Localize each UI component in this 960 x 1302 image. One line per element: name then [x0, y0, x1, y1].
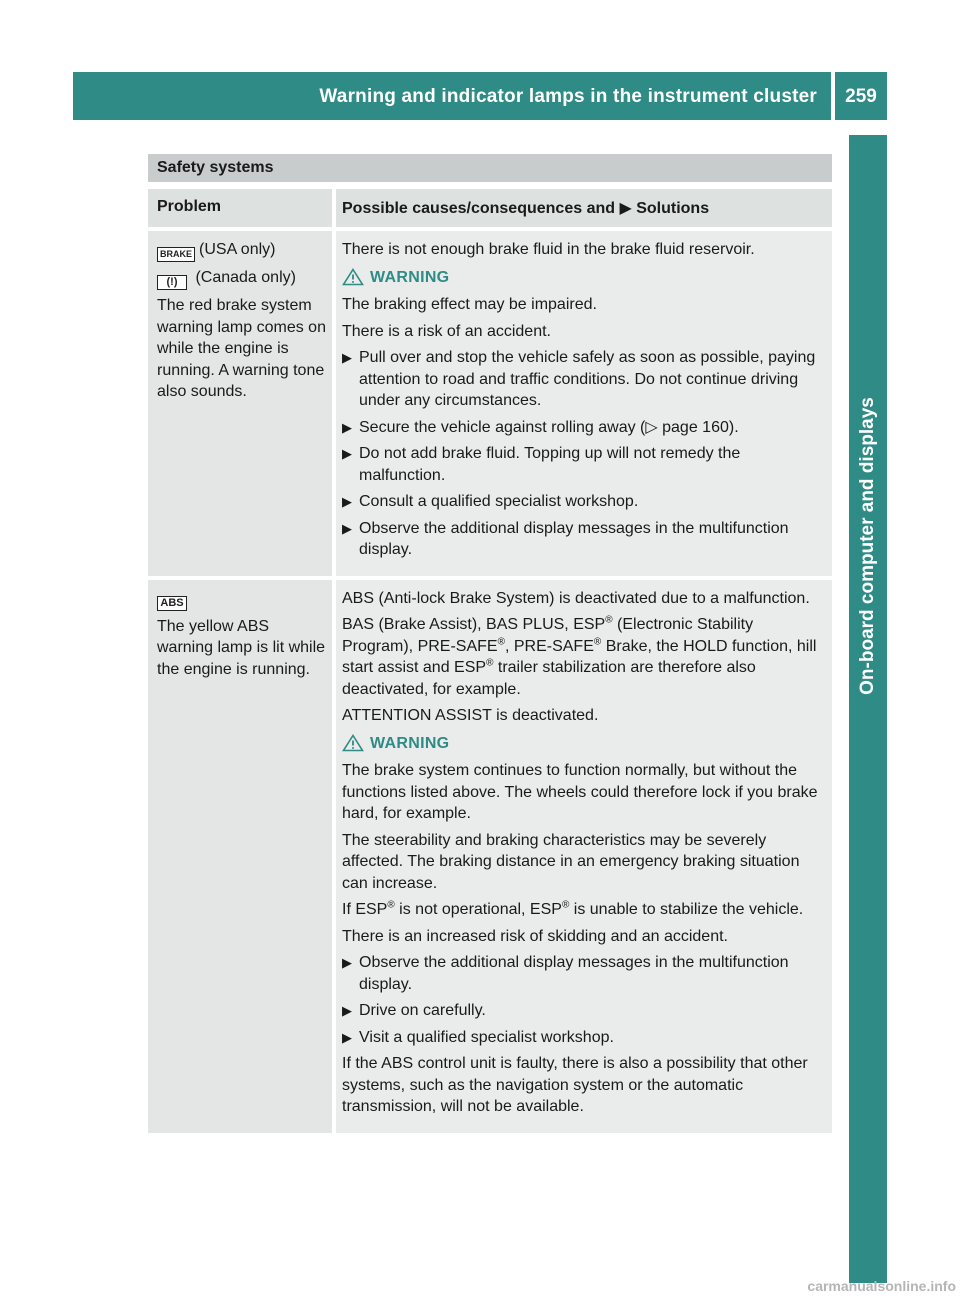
column-header-solutions: Possible causes/consequences and ▶ Solutions — [336, 189, 832, 227]
warning-heading: WARNING — [342, 733, 826, 755]
brake-lamp-icon: BRAKE — [157, 247, 195, 262]
step-arrow-icon: ▶ — [342, 520, 352, 536]
table-row — [148, 580, 832, 1133]
step-arrow-icon: ▶ — [342, 446, 352, 461]
step-arrow-icon: ▶ — [342, 350, 352, 365]
table-row — [148, 231, 832, 576]
problem-description: The yellow ABS warning lamp is lit while the engine is running. — [157, 617, 326, 678]
brake-warning-circle-icon: (!) — [157, 275, 187, 290]
solutions-cell: ABS (Anti-lock Brake System) is deactivated due to a malfunction. BAS (Brake Assist), BAS PLUS, ESP® (Electronic Stability Program), PRE-SAFE®, PRE-SAFE® Brake, the HOLD function, hill start assist and ESP® trailer stabilization are therefore also deactivated, for example. ATTENTION ASSIST is deactivated. WARNING The brake system continues to function normally, but without the functions listed above. The wheels could therefore lock if you brake hard, for example. The steerability and braking characteristics may be severely affected. The braking distance in an emergency braking situation can increase. If ESP® is not operational, ESP® is unable to stabilize the vehicle. There is an increased risk of skidding and an accident. ▶ Observe the additional display messages in the multifunction display. ▶ Drive on carefully. ▶ Visit a qualified specialist workshop. If the ABS control unit is faulty, there is also a possibility that other systems, such as the navigation system or the automatic transmission, will not be available. — [336, 580, 832, 1133]
list-item: ▶ Secure the vehicle against rolling away (▷ page 160). — [342, 417, 826, 439]
warning-triangle-icon — [342, 734, 364, 752]
problem-description: The red brake system warning lamp comes on while the engine is running. A warning tone also sounds. — [157, 297, 326, 400]
list-item: ▶ Visit a qualified specialist workshop. — [342, 1027, 826, 1049]
problem-cell — [148, 580, 332, 1133]
safety-systems-table — [148, 189, 832, 1137]
list-item: ▶ Pull over and stop the vehicle safely as soon as possible, paying attention to road and traffic conditions. Do not continue driving under any circumstances. — [342, 347, 826, 412]
list-item: ▶ Do not add brake fluid. Topping up will not remedy the malfunction. — [342, 443, 826, 486]
warning-triangle-icon — [342, 268, 364, 286]
column-header-problem: Problem — [148, 189, 332, 227]
abs-lamp-icon: ABS — [157, 596, 187, 611]
step-arrow-icon: ▶ — [342, 1003, 352, 1018]
table-header-row — [148, 189, 832, 227]
list-item: ▶ Consult a qualified specialist workshop. — [342, 491, 826, 513]
step-arrow-icon: ▶ — [342, 494, 352, 509]
list-item: ▶ Observe the additional display messages in the multifunction display. — [342, 518, 826, 561]
problem-cell: BRAKE (USA only) (!) (Canada only) The red brake system warning lamp comes on while the engine is running. A warning tone also sounds. — [148, 231, 332, 576]
side-tab-marker — [849, 1195, 887, 1283]
page-header-title: Warning and indicator lamps in the instrument cluster — [319, 86, 817, 107]
solutions-cell: There is not enough brake fluid in the brake fluid reservoir. WARNING The braking effect may be impaired. There is a risk of an accident. ▶ Pull over and stop the vehicle safely as soon as possible, paying attention to road and traffic conditions. Do not continue driving under any circumstances. ▶ Secure the vehicle against rolling away (▷ page 160). ▶ Do not add brake fluid. Topping up will not remedy the malfunction. ▶ Consult a qualified specialist workshop. ▶ Observe the additional display messages in the multifunction display. — [336, 231, 832, 576]
list-item: ▶ Observe the additional display messages in the multifunction display. — [342, 952, 826, 995]
step-arrow-icon: ▶ — [342, 419, 352, 435]
section-title: Safety systems — [148, 154, 832, 182]
watermark: carmanualsonline.info — [807, 1278, 956, 1294]
list-item: ▶ Drive on carefully. — [342, 1000, 826, 1022]
side-tab-label: On-board computer and displays — [857, 397, 878, 695]
page-number: 259 — [845, 86, 877, 107]
warning-heading: WARNING — [342, 267, 826, 289]
step-arrow-icon: ▶ — [342, 955, 352, 970]
step-arrow-icon: ▶ — [342, 1029, 352, 1045]
play-arrow-icon: ▶ — [619, 200, 632, 217]
side-tab-strip — [849, 135, 887, 1283]
